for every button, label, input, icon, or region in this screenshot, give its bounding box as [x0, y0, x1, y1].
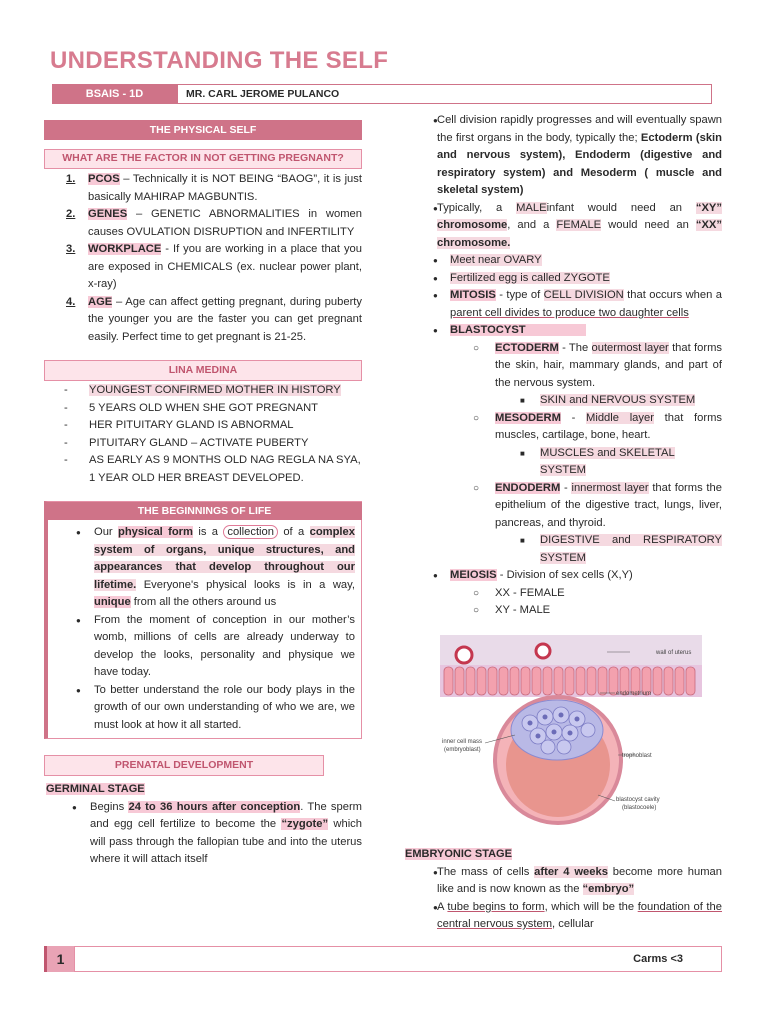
list-item: - 5 YEARS OLD WHEN SHE GOT PREGNANT	[44, 400, 362, 418]
list-item: ■ DIGESTIVE and RESPIRATORY SYSTEM	[540, 532, 722, 567]
left-column	[44, 120, 362, 869]
beginnings-box	[44, 501, 362, 739]
pregnancy-factors-heading: WHAT ARE THE FACTOR IN NOT GETTING PREGNANT?	[44, 149, 362, 169]
lina-medina-list	[44, 382, 362, 487]
list-item: - HER PITUITARY GLAND IS ABNORMAL	[44, 417, 362, 435]
label-wall-of-uterus: wall of uterus	[656, 650, 692, 656]
list-item: ■ MUSCLES and SKELETAL SYSTEM	[540, 445, 722, 480]
beginnings-heading: THE BEGINNINGS OF LIFE	[47, 502, 362, 520]
label-inner-cell-mass: inner cell mass	[442, 739, 483, 745]
list-item: ○ MESODERM - Middle layer that forms muscles, cartilage, bone, heart.	[495, 410, 722, 445]
list-item: ○ ECTODERM - The outermost layer that forms the skin, hair, mammary glands, and part of the nervous system.	[495, 340, 722, 393]
section-badge: BSAIS - 1D	[52, 84, 177, 104]
highlight-circle: collection	[223, 525, 278, 539]
page-number: 1	[44, 946, 74, 972]
list-item: ● MEIOSIS - Division of sex cells (X,Y)	[405, 567, 722, 585]
meiosis-sublist	[405, 585, 722, 620]
label-blastocyst-cavity: blastocyst cavity	[616, 797, 660, 803]
list-item: ○ XY - MALE	[495, 602, 722, 620]
list-item: ● Begins 24 to 36 hours after conception. The sperm and egg cell fertilize to become the “zygote” which will pass through the fallopian tube and into the uterus where it will attach itself	[44, 799, 362, 869]
label-blastocoele: (blastocoele)	[622, 805, 657, 811]
list-item: ● Our physical form is a collection of a complex system of organs, unique structures, and appearances that develop throughout our lifetime. Everyone's physical looks is in a way, unique from all the others around us	[48, 524, 361, 612]
list-item: ● From the moment of conception in our mother’s womb, millions of cells are already underway to develop the looks, personality and physique we have today.	[48, 612, 361, 682]
list-item: ● Fertilized egg is called ZYGOTE	[405, 270, 722, 288]
list-item: 4. AGE – Age can affect getting pregnant, during puberty the younger you are the faster you can get pregnant easily. Perfect time to get pregnant is 21-25.	[66, 295, 362, 343]
list-item: ○ XX - FEMALE	[495, 585, 722, 603]
list-item: ● A tube begins to form, which will be the foundation of the central nervous system, cellular	[405, 899, 722, 934]
list-item: - YOUNGEST CONFIRMED MOTHER IN HISTORY	[44, 382, 362, 400]
lina-medina-heading: LINA MEDINA	[44, 360, 362, 381]
right-column	[405, 112, 722, 620]
list-item: ■ SKIN and NERVOUS SYSTEM	[540, 392, 722, 410]
list-item: ● MITOSIS - type of CELL DIVISION that occurs when a parent cell divides to produce two daughter cells	[405, 287, 722, 322]
germinal-stage-heading: GERMINAL STAGE	[46, 783, 145, 795]
blastocyst-diagram	[440, 635, 702, 825]
prenatal-heading: PRENATAL DEVELOPMENT	[44, 755, 324, 776]
germ-layers	[405, 340, 722, 568]
teacher-name: MR. CARL JEROME PULANCO	[177, 84, 712, 104]
wall-cell-1	[456, 647, 472, 663]
footer-credit: Carms <3	[74, 946, 722, 972]
label-trophoblast: trophoblast	[622, 753, 652, 759]
list-item: ● To better understand the role our body plays in the growth of our own understanding of who we are, we must look at how it all started.	[48, 682, 361, 735]
list-item: ● Meet near OVARY	[405, 252, 722, 270]
list-item: 2. GENES – GENETIC ABNORMALITIES in women causes OVULATION DISRUPTION and INFERTILITY	[66, 208, 362, 238]
list-item: ● The mass of cells after 4 weeks become more human like and is now known as the “embryo”	[405, 864, 722, 899]
list-item: 1. PCOS – Technically it is NOT BEING “BAOG”, it is just basically MAHIRAP MAGBUNTIS.	[66, 173, 362, 203]
list-item: 3. WORKPLACE - If you are working in a place that you are exposed in CHEMICALS (ex. nuclear power plant, x-ray)	[66, 243, 362, 290]
page-title: UNDERSTANDING THE SELF	[50, 47, 389, 74]
physical-self-heading: THE PHYSICAL SELF	[44, 120, 362, 140]
list-item: ○ ENDODERM - innermost layer that forms the epithelium of the digestive tract, lungs, liver, pancreas, and thyroid.	[495, 480, 722, 533]
list-item: ● Typically, a MALEinfant would need an “XY” chromosome, and a FEMALE would need an “XX” chromosome.	[405, 200, 722, 253]
list-item: ● Cell division rapidly progresses and will eventually spawn the first organs in the body, typically the; Ectoderm (skin and nervous system), Endoderm (digestive and respiratory system) and Mesoderm ( muscle and skeletal system)	[405, 112, 722, 200]
embryonic-section	[405, 846, 722, 934]
list-item: ● BLASTOCYST	[405, 322, 722, 340]
wall-cell-2	[536, 644, 550, 658]
list-item: - AS EARLY AS 9 MONTHS OLD NAG REGLA NA SYA, 1 YEAR OLD HER BREAST DEVELOPED.	[44, 452, 362, 487]
label-endometrium: endometrium	[616, 691, 652, 697]
embryonic-stage-heading: EMBRYONIC STAGE	[405, 848, 512, 860]
list-item: - PITUITARY GLAND – ACTIVATE PUBERTY	[44, 435, 362, 453]
factors-list	[66, 171, 362, 346]
label-embryoblast: (embryoblast)	[444, 747, 481, 753]
